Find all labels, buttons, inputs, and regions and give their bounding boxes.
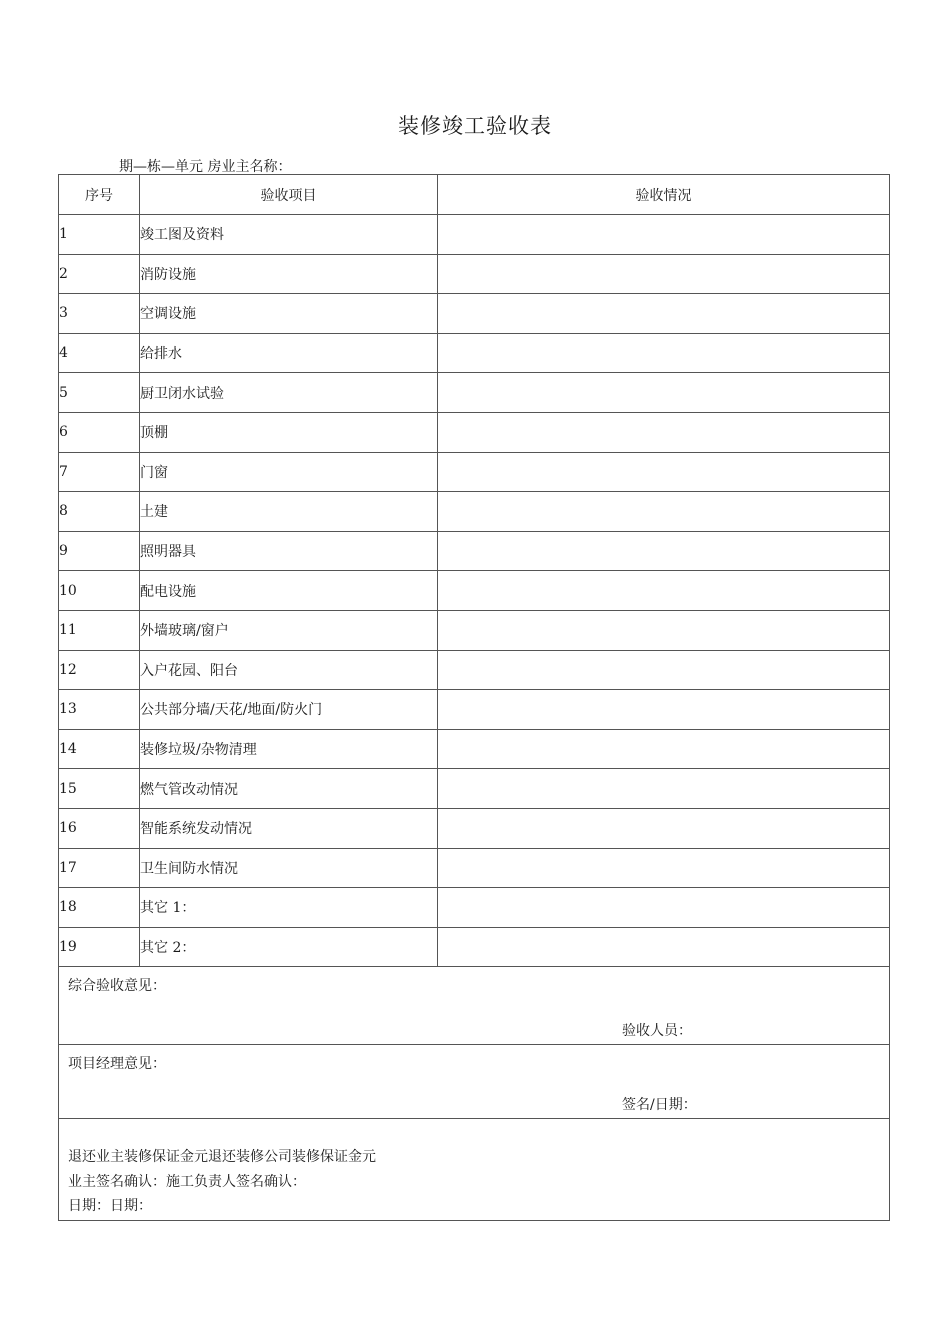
row-result-cell[interactable] [438, 452, 890, 492]
row-result-cell[interactable] [438, 690, 890, 730]
row-result-cell[interactable] [438, 927, 890, 967]
row-item: 外墙玻璃/窗户 [140, 610, 438, 650]
row-number: 12 [59, 650, 140, 690]
row-number: 19 [59, 927, 140, 967]
table-row [59, 215, 890, 255]
table-row [59, 848, 890, 888]
table-row [59, 927, 890, 967]
row-result-cell[interactable] [438, 492, 890, 532]
header-item: 验收项目 [140, 175, 438, 215]
table-row [59, 690, 890, 730]
row-result-cell[interactable] [438, 294, 890, 334]
row-number: 13 [59, 690, 140, 730]
row-item: 给排水 [140, 333, 438, 373]
row-number: 1 [59, 215, 140, 255]
row-item: 卫生间防水情况 [140, 848, 438, 888]
row-item: 竣工图及资料 [140, 215, 438, 255]
header-number: 序号 [59, 175, 140, 215]
row-item: 智能系统发动情况 [140, 808, 438, 848]
row-number: 2 [59, 254, 140, 294]
table-row [59, 610, 890, 650]
table-header-row [59, 175, 890, 215]
table-row [59, 373, 890, 413]
manager-opinion-block[interactable] [59, 1045, 890, 1119]
row-result-cell[interactable] [438, 412, 890, 452]
row-number: 7 [59, 452, 140, 492]
manager-opinion-label: 项目经理意见： [68, 1056, 166, 1073]
row-item: 消防设施 [140, 254, 438, 294]
row-result-cell[interactable] [438, 769, 890, 809]
row-item: 其它 1： [140, 888, 438, 928]
table-row [59, 333, 890, 373]
row-result-cell[interactable] [438, 650, 890, 690]
table-row [59, 531, 890, 571]
deposit-refund-line: 退还业主装修保证金元退还装修公司装修保证金元 [68, 1149, 376, 1166]
date-line: 日期：日期： [68, 1198, 152, 1215]
row-result-cell[interactable] [438, 215, 890, 255]
row-number: 14 [59, 729, 140, 769]
owner-info-line: 期—栋—单元 房业主名称： [119, 159, 292, 175]
table-row [59, 769, 890, 809]
row-number: 10 [59, 571, 140, 611]
row-number: 17 [59, 848, 140, 888]
page-title: 装修竣工验收表 [398, 114, 552, 138]
inspector-signature-label: 验收人员： [622, 1023, 692, 1040]
row-result-cell[interactable] [438, 888, 890, 928]
row-number: 18 [59, 888, 140, 928]
row-item: 照明器具 [140, 531, 438, 571]
row-number: 3 [59, 294, 140, 334]
row-number: 8 [59, 492, 140, 532]
row-result-cell[interactable] [438, 848, 890, 888]
row-item: 土建 [140, 492, 438, 532]
row-number: 15 [59, 769, 140, 809]
row-result-cell[interactable] [438, 808, 890, 848]
row-result-cell[interactable] [438, 254, 890, 294]
row-item: 配电设施 [140, 571, 438, 611]
row-item: 顶棚 [140, 412, 438, 452]
row-number: 4 [59, 333, 140, 373]
table-row [59, 650, 890, 690]
table-row [59, 254, 890, 294]
table-row [59, 412, 890, 452]
header-result: 验收情况 [438, 175, 890, 215]
manager-signature-label: 签名/日期： [622, 1097, 697, 1114]
row-number: 5 [59, 373, 140, 413]
table-row [59, 452, 890, 492]
row-item: 燃气管改动情况 [140, 769, 438, 809]
row-item: 其它 2： [140, 927, 438, 967]
row-item: 装修垃圾/杂物清理 [140, 729, 438, 769]
table-row [59, 492, 890, 532]
row-result-cell[interactable] [438, 333, 890, 373]
deposit-refund-block[interactable] [59, 1119, 890, 1221]
table-row [59, 571, 890, 611]
summary-opinion-label: 综合验收意见： [68, 978, 166, 995]
table-row [59, 729, 890, 769]
table-row [59, 888, 890, 928]
summary-opinion-block[interactable] [59, 967, 890, 1045]
signature-confirm-line: 业主签名确认：施工负责人签名确认： [68, 1173, 306, 1190]
row-result-cell[interactable] [438, 531, 890, 571]
row-number: 11 [59, 610, 140, 650]
row-item: 入户花园、阳台 [140, 650, 438, 690]
table-row [59, 294, 890, 334]
row-number: 16 [59, 808, 140, 848]
row-item: 公共部分墙/天花/地面/防火门 [140, 690, 438, 730]
row-result-cell[interactable] [438, 729, 890, 769]
row-item: 厨卫闭水试验 [140, 373, 438, 413]
row-item: 空调设施 [140, 294, 438, 334]
row-number: 9 [59, 531, 140, 571]
row-result-cell[interactable] [438, 373, 890, 413]
row-result-cell[interactable] [438, 571, 890, 611]
row-number: 6 [59, 412, 140, 452]
inspection-table [58, 174, 890, 1221]
row-result-cell[interactable] [438, 610, 890, 650]
table-row [59, 808, 890, 848]
row-item: 门窗 [140, 452, 438, 492]
